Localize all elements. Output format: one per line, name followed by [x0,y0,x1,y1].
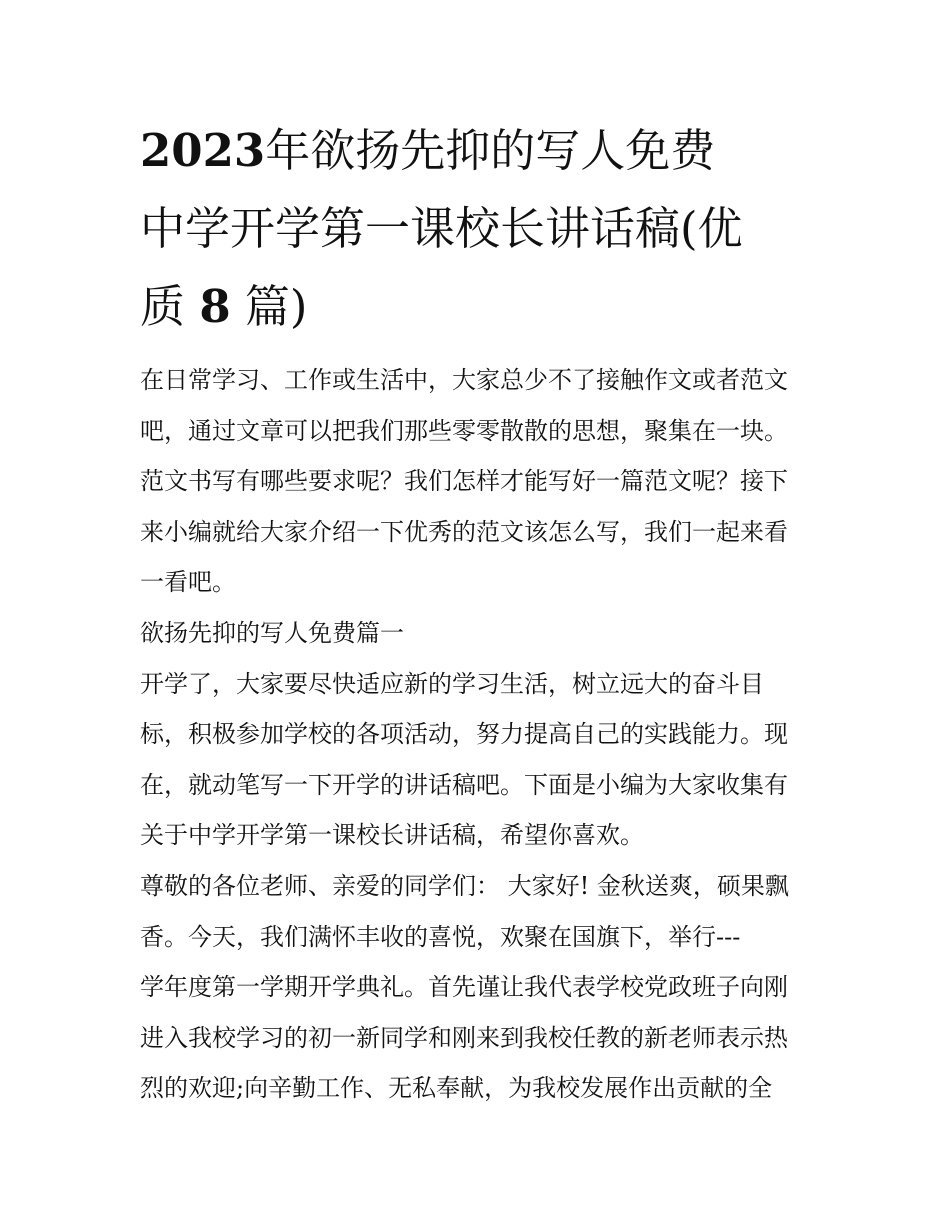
title-text-3b: 篇) [230,280,308,333]
body-line: 标，积极参加学校的各项活动，努力提高自己的实践能力。现 [140,720,788,749]
title-text-2: 中学开学第一课校长讲话稿(优 [140,202,743,255]
body-line: 在，就动笔写一下开学的讲话稿吧。下面是小编为大家收集有 [140,770,788,799]
title-line-3 [140,268,830,346]
title-line-2 [140,190,830,268]
title-text-1: 年欲扬先抑的写人免费 [265,124,716,177]
title-count: 8 [199,280,231,333]
body-line: 开学了，大家要尽快适应新的学习生活，树立远大的奋斗目 [140,669,764,698]
title-line-1 [140,112,830,190]
body-line: 来小编就给大家介绍一下优秀的范文该怎么写，我们一起来看 [140,517,788,546]
section-heading: 欲扬先抑的写人免费篇一 [140,618,404,647]
body-line: 一看吧。 [140,568,236,597]
document-body [140,355,830,1114]
body-line: 范文书写有哪些要求呢？我们怎样才能写好一篇范文呢？接下 [140,467,788,496]
body-line: 学年度第一学期开学典礼。首先谨让我代表学校党政班子向刚 [140,973,788,1002]
body-line: 尊敬的各位老师、亲爱的同学们： 大家好! 金秋送爽，硕果飘 [140,871,789,900]
body-line: 关于中学开学第一课校长讲话稿，希望你喜欢。 [140,821,644,850]
body-line: 吧，通过文章可以把我们那些零零散散的思想，聚集在一块。 [140,416,788,445]
title-text-3a: 质 [140,280,200,333]
title-year: 2023 [140,124,266,177]
body-line: 进入我校学习的初一新同学和刚来到我校任教的新老师表示热 [140,1023,788,1052]
document-title [140,112,830,346]
body-line: 香。今天，我们满怀丰收的喜悦，欢聚在国旗下，举行--- [140,922,741,951]
body-line: 烈的欢迎;向辛勤工作、无私奉献，为我校发展作出贡献的全 [140,1074,773,1103]
body-line: 在日常学习、工作或生活中，大家总少不了接触作文或者范文 [140,366,788,394]
